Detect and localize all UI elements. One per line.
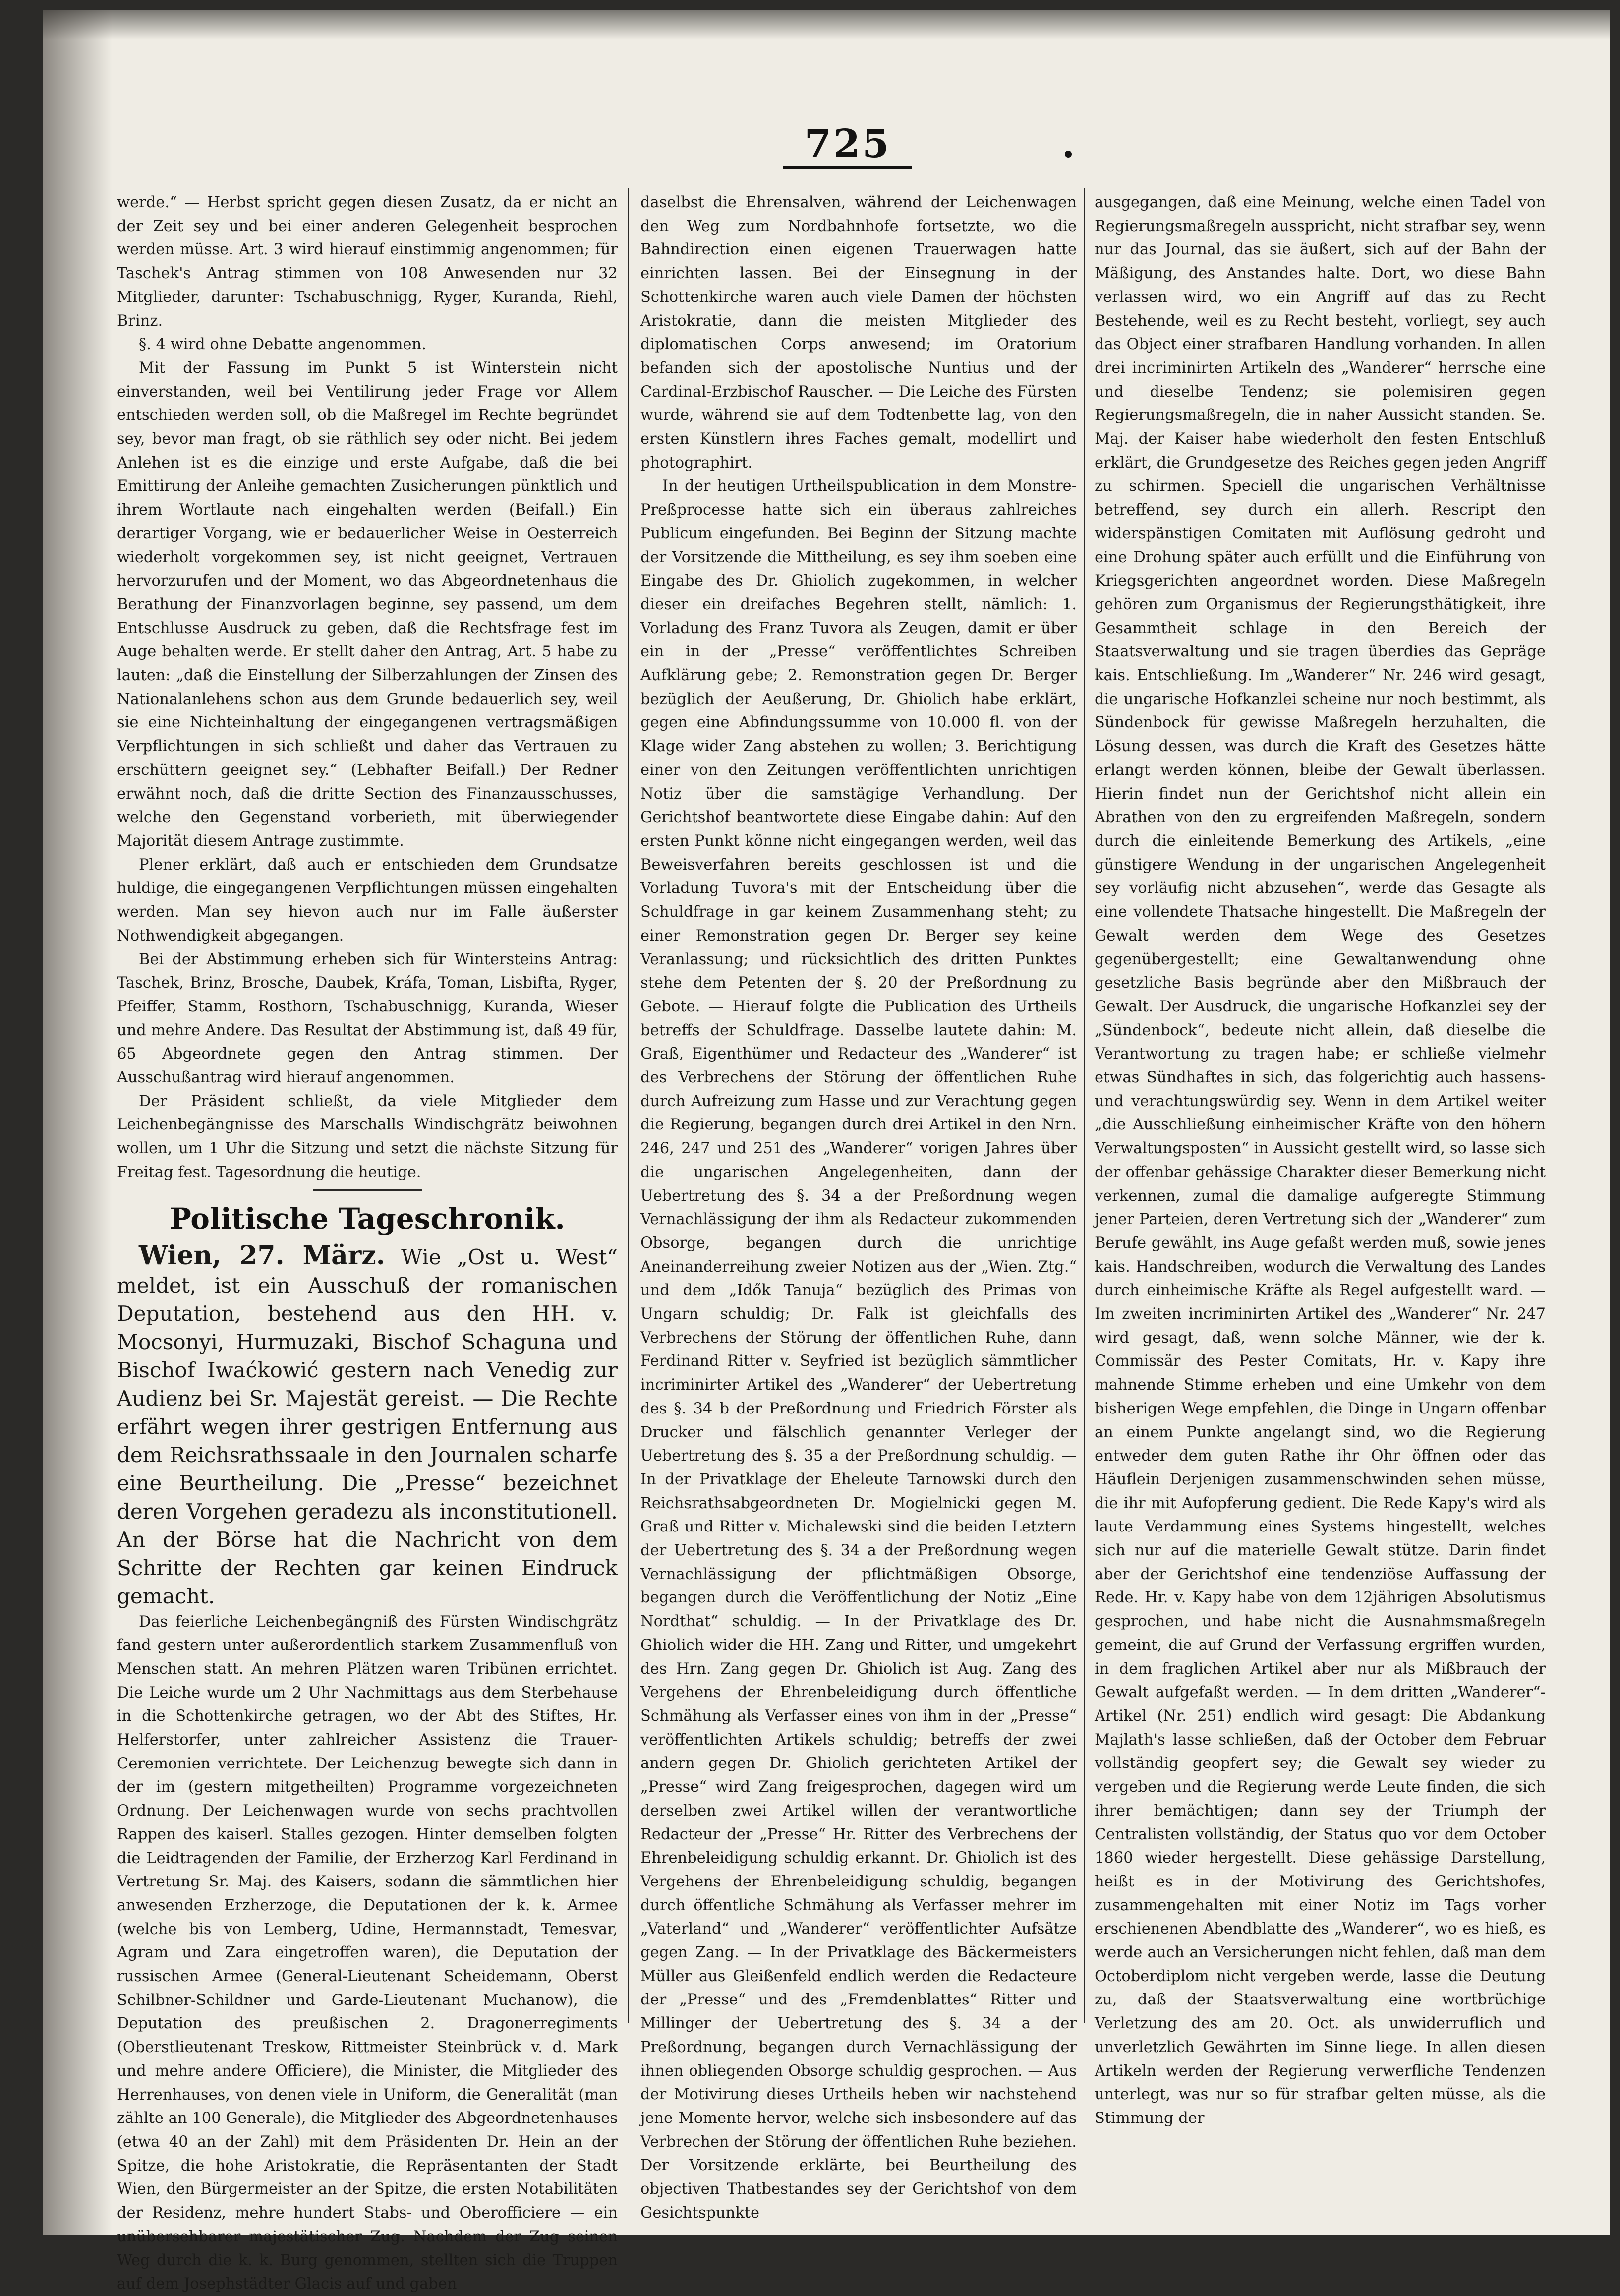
lead-text: Wie „Ost u. West“ meldet, ist ein Ausschuß der romanischen Deputation, bestehend aus den HH. v. Mocsonyi, Hurmuzaki, Bischof Schaguna und Bischof Iwaćkowić gestern nach Venedig zur Audienz bei Sr. Majestät gereist. — Die Rechte erfährt wegen ihrer gestrigen Entfernung aus dem Reichsrathssaale in den Journalen scharfe eine Beurtheilung. Die „Presse“ bezeichnet deren Vorgehen geradezu als inconstitutionell. An der Börse hat die Nachricht von dem Schritte der Rechten gar keinen Eindruck gemacht. (117, 1244, 618, 1608)
col1-paragraph-1: werde.“ — Herbst spricht gegen diesen Zusatz, da er nicht an der Zeit sey und bei einer anderen Gelegenheit besprochen werden müsse. Art. 3 wird hierauf einstimmig angenommen; für Taschek's Antrag stimmen von 108 Anwesenden nur 32 Mitglieder, darunter: Tschabuschnigg, Ryger, Kuranda, Riehl, Brinz. (117, 194, 618, 330)
col1-paragraph-6: Der Präsident schließt, da viele Mitglieder dem Leichenbegängnisse des Marschalls Windischgrätz beiwohnen wollen, um 1 Uhr die Sitzung und setzt die nächste Sitzung für Freitag fest. Tagesordnung die heutige. (117, 1092, 618, 1181)
newspaper-page (43, 10, 1610, 2293)
col1-paragraph-5: Bei der Abstimmung erheben sich für Wintersteins Antrag: Taschek, Brinz, Brosche, Daubek, Kráfa, Toman, Lisbifta, Ryger, Pfeiffer, Stamm, Rosthorn, Tschabuschnigg, Kuranda, Wieser und mehre Andere. Das Resultat der Abstimmung ist, daß 49 für, 65 Abgeordnete gegen den Antrag stimmen. Der Ausschußantrag wird hierauf angenommen. (117, 950, 618, 1087)
column-2 (640, 191, 1077, 2222)
column-3 (1095, 191, 1546, 2204)
col1-paragraph-4: Plener erklärt, daß auch er entschieden dem Grundsatze huldige, die eingegangenen Verpflichtungen müssen eingehalten werden. Man sey hievon auch nur im Falle äußerster Nothwendigkeit abgegangen. (117, 856, 618, 944)
section-heading: Politische Tageschronik. (170, 1201, 565, 1236)
col1-paragraph-3: Mit der Fassung im Punkt 5 ist Winterstein nicht einverstanden, weil bei Ventilirung jeder Frage vor Allem entschieden werden soll, ob die Maßregel im Rechte begründet sey, bevor man fragt, ob sie räthlich sey oder nicht. Bei jedem Anlehen ist es die einzige und erste Aufgabe, daß die bei Emittirung der Anleihe gemachten Zusicherungen pünktlich und ihrem Wortlaute nach eingehalten werden (Beifall.) Ein derartiger Vorgang, wie er bedauerlicher Weise in Oesterreich wiederholt vorgekommen sey, ist nicht geeignet, Vertrauen hervorzurufen und der Moment, wo das Abgeordnetenhaus die Berathung der Finanzvorlagen beginne, sey passend, um dem Entschlusse Ausdruck zu geben, daß die Rechtsfrage fest im Auge behalten werde. Er stellt daher den Antrag, Art. 5 habe zu lauten: „daß die Einstellung der Silberzahlungen der Zinsen des Nationalanlehens schon aus dem Grunde bedauerlich sey, weil sie eine Nichteinhaltung der eingegangenen vertragsmäßigen Verpflichtungen in sich schließt und daher das Vertrauen zu erschüttern geeignet sey.“ (Lebhafter Beifall.) Der Redner erwähnt noch, daß die dritte Section des Finanzausschusses, welche den Gegenstand vorberieth, mit überwiegender Majorität diesem Antrage zustimmte. (117, 359, 618, 850)
dateline: Wien, 27. März. (139, 1240, 385, 1271)
ink-dot (1065, 151, 1072, 158)
column-rule-2 (1084, 188, 1085, 2023)
col1-lead-paragraph (117, 1241, 618, 1610)
col3-paragraph-1: ausgegangen, daß eine Meinung, welche einen Tadel von Regierungsmaßregeln ausspricht, nicht strafbar sey, wenn nur das Journal, das sie äußert, sich auf der Bahn der Mäßigung, des Anstandes halte. Dort, wo diese Bahn verlassen wird, wo ein Angriff auf das zu Recht Bestehende, weil es zu Recht besteht, vorliegt, sey auch das Object einer strafbaren Handlung vorhanden. In allen drei incriminirten Artikeln des „Wanderer“ herrsche eine und dieselbe Tendenz; sie polemisiren gegen Regierungsmaßregeln, die in naher Aussicht standen. Se. Maj. der Kaiser habe wiederholt den festen Entschluß erklärt, die Grundgesetze des Reiches gegen jeden Angriff zu schirmen. Speciell die ungarischen Verhältnisse betreffend, sey durch ein allerh. Rescript den widerspänstigen Comitaten mit Auflösung gedroht und eine Drohung später auch erfüllt und die Einführung von Kriegsgerichten angeordnet worden. Diese Maßregeln gehören zum Organismus der Regierungsthätigkeit, ihre Gesammtheit schlage in den Bereich der Staatsverwaltung und sie tragen überdies das Gepräge kais. Entschließung. Im „Wanderer“ Nr. 246 wird gesagt, die ungarische Hofkanzlei scheine nur noch bestimmt, als Sündenbock für gewisse Maßregeln herzuhalten, die Lösung dessen, was durch die Kraft des Gesetzes hätte erlangt werden können, bleibe der Gewalt überlassen. Hierin findet nun der Gerichtshof nicht allein ein Abrathen von den zu ergreifenden Maßregeln, sondern durch die einleitende Bemerkung des Artikels, „eine günstigere Wendung in der ungarischen Angelegenheit sey vorläufig nicht abzusehen“, werde das Gesagte als eine vollendete Thatsache hingestellt. Die Maßregeln der Gewalt werden dem Wege des Gesetzes gegenübergestellt; eine Gewaltanwendung ohne gesetzliche Basis begründe aber den Mißbrauch der Gewalt. Der Ausdruck, die ungarische Hofkanzlei sey der „Sündenbock“, bedeute nicht allein, daß dieselbe die Verantwortung zu tragen habe; er schließe vielmehr etwas Sündhaftes in sich, das folgerichtig auch hassens- und verachtungswürdig sey. Wenn in dem Artikel weiter „die Ausschließung einheimischer Kräfte von den höhern Verwaltungsposten“ in Aussicht gestellt wird, so lasse sich der offenbar gehässige Charakter dieser Bemerkung nicht verkennen, zumal die damalige aufgeregte Stimmung jener Parteien, deren Vertretung sich der „Wanderer“ zum Berufe gewählt, ins Auge gefaßt werden muß, sowie jenes kais. Handschreiben, wodurch die Verwaltung des Landes durch einheimische Kräfte als Regel aufgestellt ward. — Im zweiten incriminirten Artikel des „Wanderer“ Nr. 247 wird gesagt, daß, wenn solche Männer, wie der k. Commissär des Pester Comitats, Hr. v. Kapy ihre mahnende Stimme erheben und eine Umkehr von dem bisherigen Wege empfehlen, die Dinge in Ungarn offenbar an einem Punkte angelangt sind, wo die Regierung entweder dem guten Rathe ihr Ohr öffnen oder das Häuflein Derjenigen zusammenschwinden sehen müsse, die ihr mit Aufopferung gedient. Die Rede Kapy's wird als laute Verdammung eines Systems hingestellt, welches sich nur auf die materielle Gewalt stütze. Darin findet aber der Gerichtshof eine tendenziöse Auffassung der Rede. Hr. v. Kapy habe von dem 12jährigen Absolutismus gesprochen, und habe nicht die Ausnahmsmaßregeln gemeint, die auf Grund der Verfassung ergriffen wurden, in dem fraglichen Artikel aber nur als Mißbrauch der Gewalt aufgefaßt werden. — In dem dritten „Wanderer“-Artikel (Nr. 251) endlich wird gesagt: Die Abdankung Majlath's lasse schließen, daß der October dem Februar vollständig geopfert sey; die Gewalt sey wieder zu vergeben und die Regierung werde Leute finden, die sich ihrer bemächtigen; dann sey der Triumph der Centralisten vollständig, der Status quo vor dem October 1860 wieder hergestellt. Diese gehässige Darstellung, heißt es in der Motivirung des Gerichtshofes, zusammengehalten mit einer Notiz im Tags vorher erschienenen Abendblatte des „Wanderer“, wo es hieß, es werde auch an Versicherungen nicht fehlen, daß man dem Octoberdiplom nicht vergeben werde, lasse die Deutung zu, daß der Staatsverwaltung eine wortbrüchige Verletzung des am 20. Oct. als unwiderruflich und unverletzlich Gewährten im Sinne liege. In allen diesen Artikeln werden der Regierung verwerfliche Tendenzen unterlegt, was nur so für strafbar gelten müsse, als die Stimmung der (1095, 194, 1546, 2127)
col1-paragraph-7: Das feierliche Leichenbegängniß des Fürsten Windischgrätz fand gestern unter außerordentlich starkem Zusammenfluß von Menschen statt. An mehren Plätzen waren Tribünen errichtet. Die Leiche wurde um 2 Uhr Nachmittags aus dem Sterbehause in die Schottenkirche getragen, wo der Abt des Stiftes, Hr. Helferstorfer, unter zahlreicher Assistenz die Trauer-Ceremonien verrichtete. Der Leichenzug bewegte sich dann in der im (gestern mitgetheilten) Programme vorgezeichneten Ordnung. Der Leichenwagen wurde von sechs prachtvollen Rappen des kaiserl. Stalles gezogen. Hinter demselben folgten die Leidtragenden der Familie, der Erzherzog Karl Ferdinand in Vertretung Sr. Maj. des Kaisers, sodann die sämmtlichen hier anwesenden Erzherzoge, die Deputationen der k. k. Armee (welche bis von Lemberg, Udine, Hermannstadt, Temesvar, Agram und Zara eingetroffen waren), die Deputation der russischen Armee (General-Lieutenant Scheidemann, Oberst Schilbner-Schildner und Garde-Lieutenant Muchanow), die Deputation des preußischen 2. Dragonerregiments (Oberstlieutenant Treskow, Rittmeister Steinbrück v. d. Mark und mehre andere Officiere), die Minister, die Mitglieder des Herrenhauses, von denen viele in Uniform, die Generalität (man zählte an 100 Generale), die Mitglieder des Abgeordnetenhauses (etwa 40 an der Zahl) mit dem Präsidenten Dr. Hein an der Spitze, die hohe Aristokratie, die Repräsentanten der Stadt Wien, den Bürgermeister an der Spitze, die ersten Notabilitäten der Residenz, mehre hundert Stabs- und Oberofficiere — ein unübersehbarer majestätischer Zug. Nachdem der Zug seinen Weg durch die k. k. Burg genommen, stellten sich die Truppen auf dem Josephstädter Glacis auf und gaben (117, 1613, 618, 2293)
col1-paragraph-2: §. 4 wird ohne Debatte angenommen. (139, 336, 426, 353)
page-number: 725 (783, 123, 912, 169)
scan-top-shadow (43, 10, 1610, 40)
section-divider (313, 1189, 422, 1191)
column-rule-1 (628, 188, 629, 2023)
col2-paragraph-2: In der heutigen Urtheilspublication in dem Monstre-Preßprocesse hatte sich ein überaus zahlreiches Publicum eingefunden. Bei Beginn der Sitzung machte der Vorsitzende die Mittheilung, es sey ihm soeben eine Eingabe des Dr. Ghiolich zugekommen, in welcher dieser ein dreifaches Begehren stellt, nämlich: 1. Vorladung des Franz Tuvora als Zeugen, damit er über ein in der „Presse“ veröffentlichtes Schreiben Aufklärung gebe; 2. Remonstration gegen Dr. Berger bezüglich der Aeußerung, Dr. Ghiolich habe erklärt, gegen eine Abfindungssumme von 10.000 fl. von der Klage wider Zang abstehen zu wollen; 3. Berichtigung einer von den Zeitungen veröffentlichten unrichtigen Notiz über die samstägige Verhandlung. Der Gerichtshof beantwortete diese Eingabe dahin: Auf den ersten Punkt könne nicht eingegangen werden, weil das Beweisverfahren bereits geschlossen ist und die Vorladung Tuvora's mit der Entscheidung über die Schuldfrage in gar keinem Zusammenhang steht; zu einer Remonstration gegen Dr. Berger sey keine Veranlassung; und rücksichtlich des dritten Punktes stehe dem Petenten der §. 20 der Preßordnung zu Gebote. — Hierauf folgte die Publication des Urtheils betreffs der Schuldfrage. Dasselbe lautete dahin: M. Graß, Eigenthümer und Redacteur des „Wanderer“ ist des Verbrechens der Störung der öffentlichen Ruhe durch Aufreizung zum Hasse und zur Verachtung gegen die Regierung, begangen durch drei Artikel in den Nrn. 246, 247 und 251 des „Wanderer“ vorigen Jahres über die ungarischen Angelegenheiten, dann der Uebertretung des §. 34 a der Preßordnung wegen Vernachlässigung der ihm als Redacteur zukommenden Obsorge, begangen durch die unrichtige Aneinanderreihung zweier Notizen aus der „Wien. Ztg.“ und dem „Idők Tanuja“ bezüglich des Primas von Ungarn schuldig; Dr. Falk ist gleichfalls des Verbrechens der Störung der öffentlichen Ruhe, dann Ferdinand Ritter v. Seyfried ist bezüglich sämmtlicher incriminirter Artikel des „Wanderer“ der Uebertretung des §. 34 b der Preßordnung und Friedrich Förster als Drucker und fälschlich genannter Verleger der Uebertretung des §. 35 a der Preßordnung schuldig. — In der Privatklage der Eheleute Tarnowski durch den Reichsrathsabgeordneten Dr. Mogielnicki gegen M. Graß und Ritter v. Michalewski sind die beiden Letztern der Uebertretung des §. 34 a der Preßordnung wegen Vernachlässigung der pflichtmäßigen Obsorge, begangen durch die Veröffentlichung der Notiz „Eine Nordthat“ schuldig. — In der Privatklage des Dr. Ghiolich wider die HH. Zang und Ritter, und umgekehrt des Hrn. Zang gegen Dr. Ghiolich ist Aug. Zang des Vergehens der Ehrenbeleidigung durch öffentliche Schmähung als Verfasser eines von ihm in der „Presse“ veröffentlichten Artikels schuldig; betreffs der zwei andern gegen Dr. Ghiolich gerichteten Artikel der „Presse“ wird Zang freigesprochen, dagegen wird um derselben zwei Artikel willen der verantwortliche Redacteur der „Presse“ Hr. Ritter des Verbrechens der Ehrenbeleidigung schuldig erkannt. Dr. Ghiolich ist des Vergehens der Ehrenbeleidigung schuldig, begangen durch öffentliche Schmähung als Verfasser mehrer im „Vaterland“ und „Wanderer“ veröffentlichter Aufsätze gegen Zang. — In der Privatklage des Bäckermeisters Müller aus Gleißenfeld endlich werden die Redacteure der „Presse“ und des „Fremdenblattes“ Ritter und Millinger der Uebertretung des §. 34 a der Preßordnung, begangen durch Vernachlässigung der ihnen obliegenden Obsorge schuldig gesprochen. — Aus der Motivirung dieses Urtheils heben wir nachstehend jene Momente hervor, welche sich insbesondere auf das Verbrechen der Störung der öffentlichen Ruhe beziehen. Der Vorsitzende erklärte, bei Beurtheilung des objectiven Thatbestandes sey der Gerichtshof von dem Gesichtspunkte (640, 477, 1077, 2222)
col2-paragraph-1: daselbst die Ehrensalven, während der Leichenwagen den Weg zum Nordbahnhofe fortsetzte, wo die Bahndirection einen eigenen Trauerwagen hatte einrichten lassen. Bei der Einsegnung in der Schottenkirche waren auch viele Damen der höchsten Aristokratie, dann die meisten Mitglieder des diplomatischen Corps anwesend; im Oratorium befanden sich der apostolische Nuntius und der Cardinal-Erzbischof Rauscher. — Die Leiche des Fürsten wurde, während sie auf dem Todtenbette lag, von den ersten Künstlern ihres Faches gemalt, modellirt und photographirt. (640, 194, 1077, 471)
column-1 (117, 191, 618, 2293)
binding-shadow (43, 10, 112, 2235)
